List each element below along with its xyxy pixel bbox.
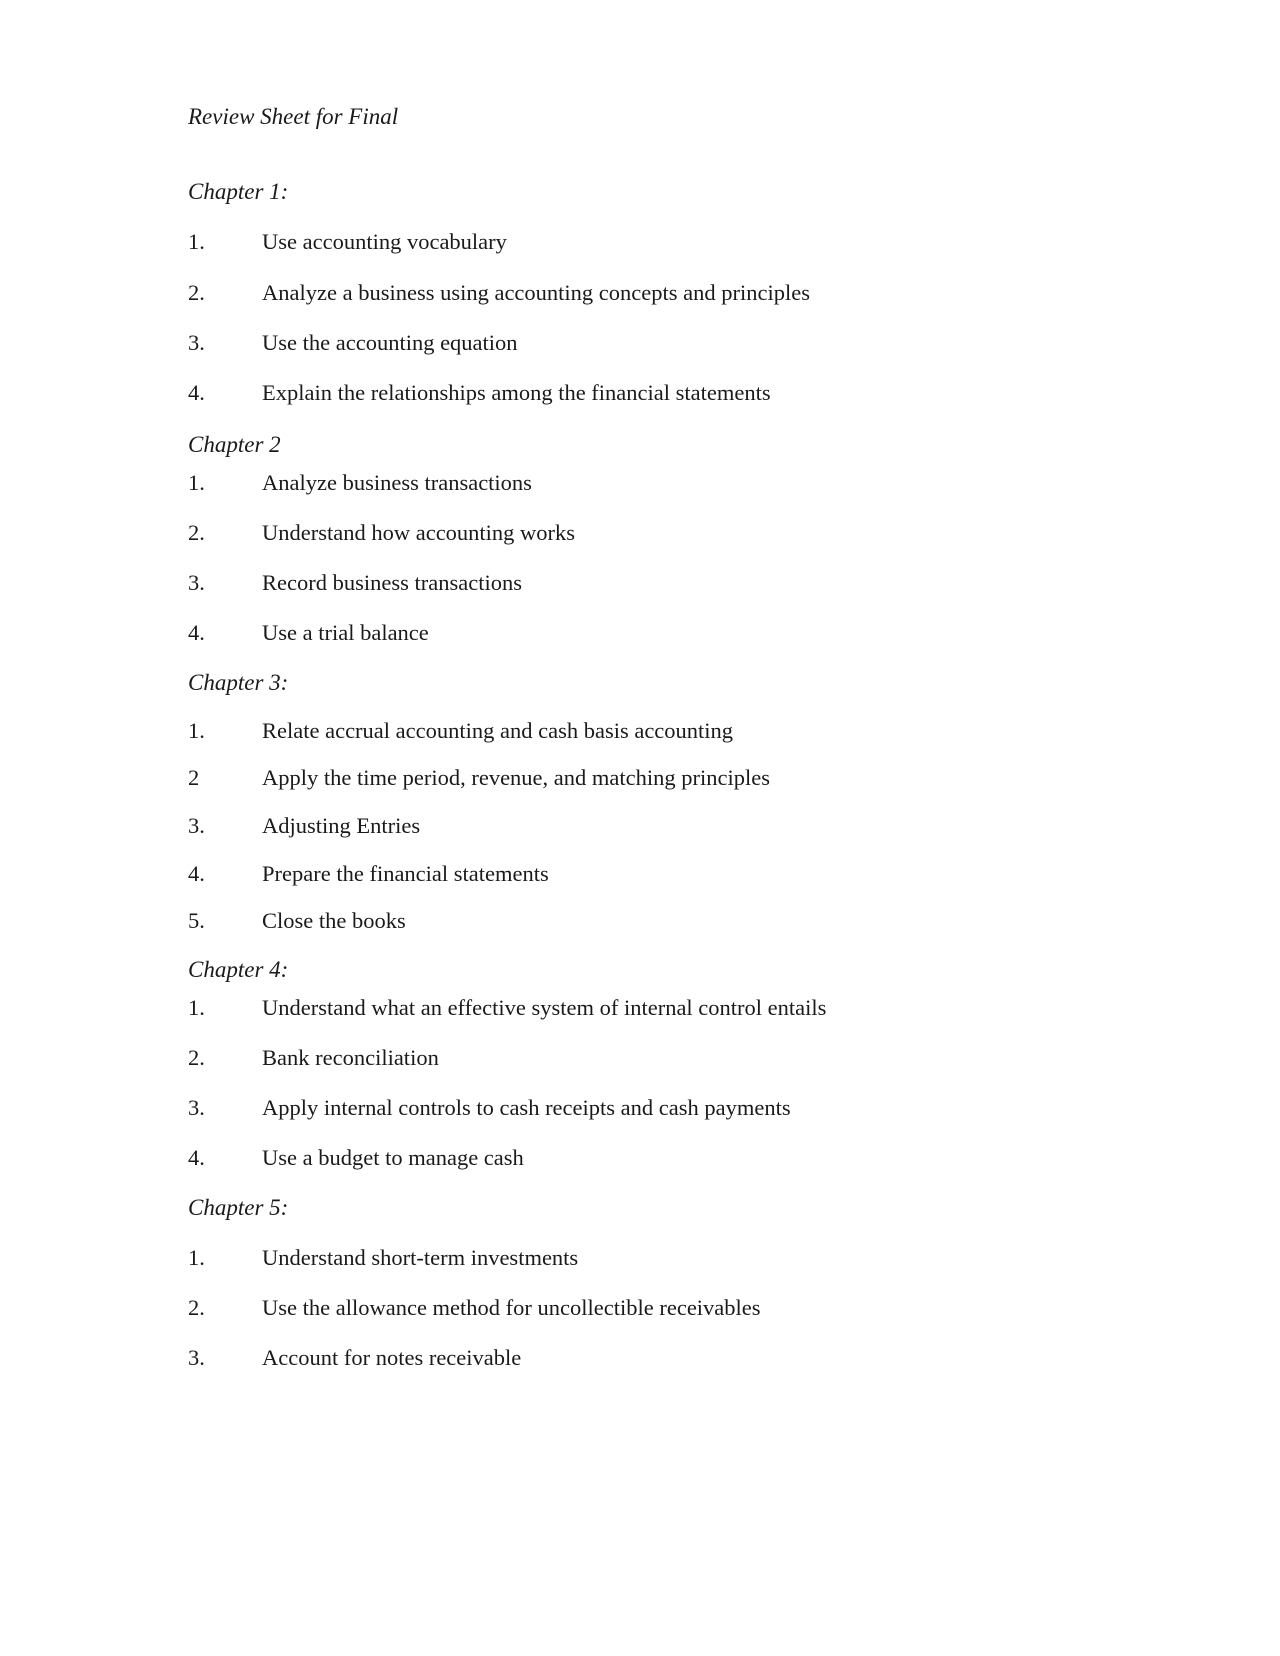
item-number: 3. — [188, 1095, 205, 1120]
item-number: 3. — [188, 330, 205, 355]
item-text: Use accounting vocabulary — [262, 229, 507, 254]
item-number: 3. — [188, 570, 205, 595]
item-text: Use the allowance method for uncollectible receivables — [262, 1295, 761, 1320]
item-text: Account for notes receivable — [262, 1345, 522, 1370]
item-number: 3. — [188, 1345, 205, 1370]
item-text: Understand short-term investments — [262, 1245, 579, 1270]
item-number: 1. — [188, 718, 205, 743]
item-number: 4. — [188, 1145, 205, 1170]
item-text: Understand how accounting works — [262, 520, 576, 545]
chapter-heading: Chapter 3: — [188, 670, 289, 695]
item-text: Adjusting Entries — [262, 813, 421, 838]
item-number: 1. — [188, 229, 205, 254]
item-text: Prepare the financial statements — [262, 861, 549, 886]
item-text: Use the accounting equation — [262, 330, 518, 355]
chapter-heading: Chapter 2 — [188, 432, 281, 457]
item-text: Close the books — [262, 908, 406, 933]
item-number: 2. — [188, 280, 205, 305]
item-text: Apply internal controls to cash receipts and cash payments — [262, 1095, 791, 1120]
chapter-heading: Chapter 1: — [188, 179, 289, 204]
item-text: Analyze business transactions — [262, 470, 532, 495]
item-number: 4. — [188, 861, 205, 886]
item-number: 1. — [188, 995, 205, 1020]
item-text: Record business transactions — [262, 570, 522, 595]
chapter-heading: Chapter 5: — [188, 1195, 289, 1220]
item-number: 2. — [188, 520, 205, 545]
item-number: 1. — [188, 1245, 205, 1270]
document-title: Review Sheet for Final — [188, 104, 399, 129]
item-number: 5. — [188, 908, 205, 933]
chapter-heading: Chapter 4: — [188, 957, 289, 982]
item-number: 3. — [188, 813, 205, 838]
item-text: Bank reconciliation — [262, 1045, 439, 1070]
item-text: Apply the time period, revenue, and matching principles — [262, 765, 770, 790]
item-number: 4. — [188, 620, 205, 645]
item-text: Analyze a business using accounting concepts and principles — [262, 280, 810, 305]
item-number: 1. — [188, 470, 205, 495]
item-number: 4. — [188, 380, 205, 405]
item-text: Explain the relationships among the financial statements — [262, 380, 771, 405]
item-number: 2. — [188, 1045, 205, 1070]
item-text: Understand what an effective system of internal control entails — [262, 995, 827, 1020]
item-number: 2 — [188, 765, 200, 790]
item-number: 2. — [188, 1295, 205, 1320]
item-text: Use a budget to manage cash — [262, 1145, 524, 1170]
item-text: Relate accrual accounting and cash basis accounting — [262, 718, 734, 743]
item-text: Use a trial balance — [262, 620, 429, 645]
